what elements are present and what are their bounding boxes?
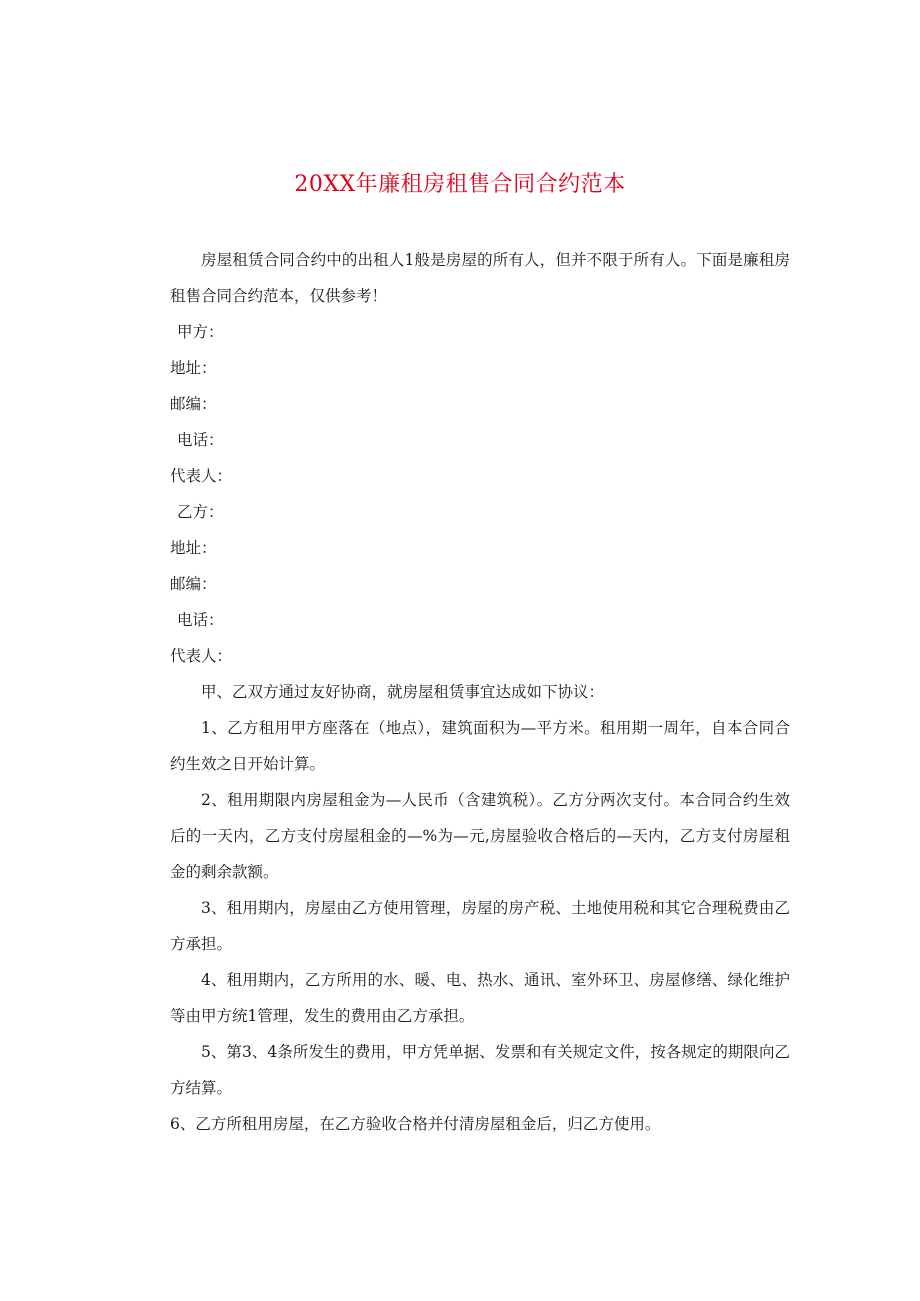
document-title: 20XX年廉租房租售合同合约范本: [294, 172, 626, 197]
intro-paragraph: 房屋租赁合同合约中的出租人1般是房屋的所有人，但并不限于所有人。下面是廉租房租售合同合约范本，仅供参考！: [170, 251, 790, 305]
party-b-label: 乙方：: [177, 503, 224, 521]
party-b-address: 地址：: [170, 539, 217, 557]
party-a-representative: 代表人：: [170, 467, 233, 485]
document-body: [170, 242, 790, 1142]
clause-3: 3、租用期内，房屋由乙方使用管理，房屋的房产税、土地使用税和其它合理税费由乙方承担。: [170, 899, 790, 953]
clause-4: 4、租用期内，乙方所用的水、暖、电、热水、通讯、室外环卫、房屋修缮、绿化维护等由甲方统1管理，发生的费用由乙方承担。: [170, 971, 790, 1025]
party-b-representative: 代表人：: [170, 647, 233, 665]
clause-2: 2、租用期限内房屋租金为—人民币（含建筑税）。乙方分两次支付。本合同合约生效后的一天内，乙方支付房屋租金的—%为—元,房屋验收合格后的—天内，乙方支付房屋租金的剩余款额。: [170, 791, 790, 881]
party-a-label: 甲方：: [177, 323, 224, 341]
party-a-address: 地址：: [170, 359, 217, 377]
agreement-intro: 甲、乙双方通过友好协商，就房屋租赁事宜达成如下协议：: [201, 683, 605, 701]
clause-5: 5、第3、4条所发生的费用，甲方凭单据、发票和有关规定文件，按各规定的期限向乙方结算。: [170, 1043, 790, 1097]
party-a-postcode: 邮编：: [170, 395, 217, 413]
clause-6: 6、乙方所租用房屋，在乙方验收合格并付清房屋租金后，归乙方使用。: [170, 1115, 661, 1133]
clause-1: 1、乙方租用甲方座落在（地点），建筑面积为—平方米。租用期一周年，自本合同合约生效之日开始计算。: [170, 719, 790, 773]
party-a-phone: 电话：: [177, 431, 224, 449]
party-b-postcode: 邮编：: [170, 575, 217, 593]
party-b-phone: 电话：: [177, 611, 224, 629]
